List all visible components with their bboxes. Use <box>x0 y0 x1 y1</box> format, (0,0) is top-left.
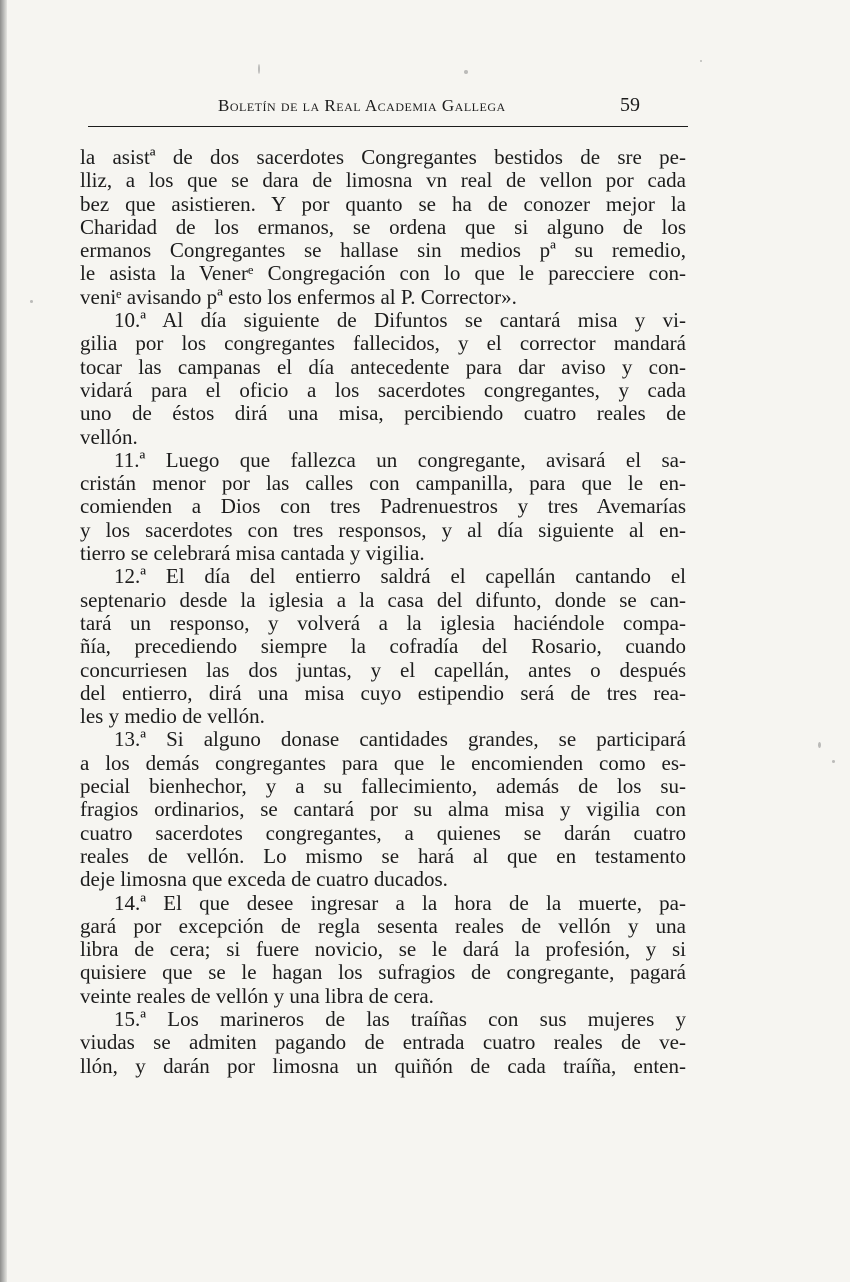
text-line: fragios ordinarios, se cantará por su alma misa y vigilia con <box>80 798 686 822</box>
text-line: reales de vellón. Lo mismo se hará al que en testamento <box>80 844 686 868</box>
text-line: y los sacerdotes con tres responsos, y al día siguiente al en- <box>80 518 686 542</box>
text-line: 11.ª Luego que fallezca un congregante, avisará el sa- <box>114 448 686 472</box>
header-rule <box>88 126 688 127</box>
text-line: 12.ª El día del entierro saldrá el capellán cantando el <box>114 565 686 589</box>
text-line: quisiere que se le hagan los sufragios de congregante, pagará <box>80 961 686 985</box>
speck <box>832 760 835 763</box>
body-text <box>80 146 686 1078</box>
speck <box>258 64 260 74</box>
text-line: llón, y darán por limosna un quiñón de cada traíña, enten- <box>80 1054 686 1078</box>
text-line: le asista la Venerᵉ Congregación con lo que le parecciere con- <box>80 262 686 286</box>
page-edge-shadow <box>0 0 7 1282</box>
text-line: gará por excepción de regla sesenta reales de vellón y una <box>80 914 686 938</box>
text-line: pecial bienhechor, y a su fallecimiento, además de los su- <box>80 775 686 799</box>
text-line: cuatro sacerdotes congregantes, a quienes se darán cuatro <box>80 821 686 845</box>
text-line: veniᵉ avisando pª esto los enfermos al P. Corrector». <box>80 285 517 309</box>
text-line: septenario desde la iglesia a la casa del difunto, donde se can- <box>80 588 686 612</box>
text-line: tará un responso, y volverá a la iglesia haciéndole compa- <box>80 611 686 635</box>
text-line: tocar las campanas el día antecedente para dar aviso y con- <box>80 355 686 379</box>
text-line: les y medio de vellón. <box>80 705 265 729</box>
text-line: veinte reales de vellón y una libra de cera. <box>80 984 434 1008</box>
text-line: ñía, precediendo siempre la cofradía del Rosario, cuando <box>80 635 686 659</box>
speck <box>700 60 702 62</box>
text-line: gilia por los congregantes fallecidos, y el corrector mandará <box>80 332 686 356</box>
text-line: uno de éstos dirá una misa, percibiendo cuatro reales de <box>80 402 686 426</box>
text-line: 10.ª Al día siguiente de Difuntos se cantará misa y vi- <box>114 309 686 333</box>
text-line: lliz, a los que se dara de limosna vn real de vellon por cada <box>80 169 686 193</box>
text-line: la asistª de dos sacerdotes Congregantes bestidos de sre pe- <box>80 146 686 169</box>
text-line: Charidad de los ermanos, se ordena que si alguno de los <box>80 215 686 239</box>
page-number: 59 <box>620 94 640 116</box>
journal-title: Boletín de la Real Academia Gallega <box>218 96 506 115</box>
speck <box>464 70 468 74</box>
speck <box>818 742 821 748</box>
text-line: tierro se celebrará misa cantada y vigilia. <box>80 542 425 566</box>
text-line: bez que asistieren. Y por quanto se ha de conozer mejor la <box>80 192 686 216</box>
text-line: comienden a Dios con tres Padrenuestros y tres Avemarías <box>80 495 686 519</box>
text-line: ermanos Congregantes se hallase sin medios pª su remedio, <box>80 239 686 263</box>
text-line: cristán menor por las calles con campanilla, para que le en- <box>80 472 686 496</box>
speck <box>30 300 33 303</box>
text-line: 13.ª Si alguno donase cantidades grandes, se participará <box>114 728 686 752</box>
text-line: viudas se admiten pagando de entrada cuatro reales de ve- <box>80 1031 686 1055</box>
text-line: del entierro, dirá una misa cuyo estipendio será de tres rea- <box>80 681 686 705</box>
running-head <box>80 96 688 126</box>
text-line: concurriesen las dos juntas, y el capellán, antes o después <box>80 658 686 682</box>
text-line: vidará para el oficio a los sacerdotes congregantes, y cada <box>80 378 686 402</box>
text-line: a los demás congregantes para que le encomienden como es- <box>80 751 686 775</box>
text-line: 15.ª Los marineros de las traíñas con sus mujeres y <box>114 1007 686 1031</box>
text-line: vellón. <box>80 425 138 449</box>
text-line: deje limosna que exceda de cuatro ducados. <box>80 868 448 892</box>
text-line: 14.ª El que desee ingresar a la hora de la muerte, pa- <box>114 891 686 915</box>
text-line: libra de cera; si fuere novicio, se le dará la profesión, y si <box>80 938 686 962</box>
